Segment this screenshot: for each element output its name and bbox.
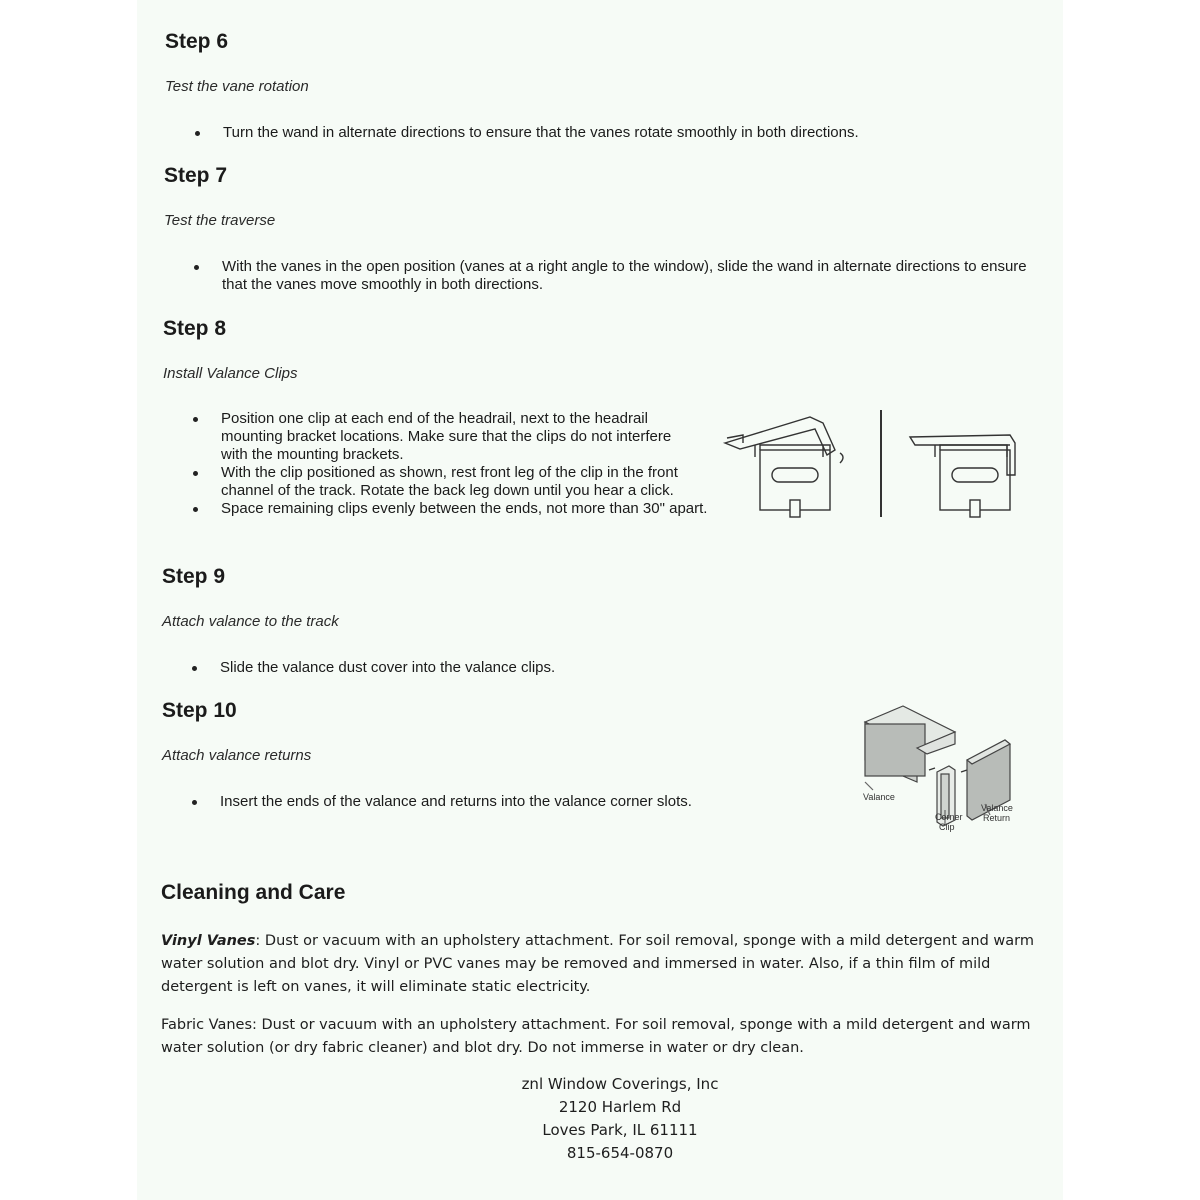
- company-address: [440, 1073, 800, 1165]
- diagram-label-corner: Corner: [935, 812, 963, 822]
- list-item: Slide the valance dust cover into the valance clips.: [162, 659, 862, 677]
- step-10-bullets: [162, 793, 842, 811]
- diagram-label-clip: Clip: [939, 822, 955, 832]
- company-name: znl Window Coverings, Inc: [521, 1075, 719, 1093]
- step-6-bullets: [165, 124, 1025, 142]
- street-address: 2120 Harlem Rd: [558, 1098, 682, 1116]
- list-item: Space remaining clips evenly between the ends, not more than 30" apart.: [163, 500, 693, 518]
- bullet-dot: [192, 800, 197, 805]
- diagram-label-valance-return-2: Return: [983, 813, 1011, 823]
- step-8-heading: Step 8: [163, 317, 227, 340]
- step-7-heading: Step 7: [164, 164, 228, 187]
- step-9-heading: Step 9: [162, 565, 226, 588]
- step-9-bullets: [162, 659, 862, 677]
- list-item: Insert the ends of the valance and returns into the valance corner slots.: [162, 793, 842, 811]
- vinyl-vanes-paragraph: Vinyl Vanes: Dust or vacuum with an upholstery attachment. For soil removal, sponge with a mild detergent and warm water solution and blot dry. Vinyl or PVC vanes may be removed and immersed in water. Also, if a thin film of mild detergent is left on vanes, it will eliminate static electricity.: [161, 933, 1034, 995]
- step-10-heading: Step 10: [162, 699, 237, 722]
- bullet-dot: [194, 265, 199, 270]
- fabric-vanes-paragraph: Fabric Vanes: Dust or vacuum with an upholstery attachment. For soil removal, sponge with a mild detergent and warm water solution (or dry fabric cleaner) and blot dry. Do not immerse in water or dry clean.: [161, 1017, 1031, 1056]
- list-item: With the vanes in the open position (vanes at a right angle to the window), slide the wand in alternate directions to ensure that the vanes move smoothly in both directions.: [164, 258, 1044, 294]
- diagram-label-valance-return-1: Valance: [981, 803, 1013, 813]
- diagram-label-valance: Valance: [863, 792, 895, 802]
- step-7-subtitle: Test the traverse: [164, 212, 276, 229]
- bullet-dot: [193, 507, 198, 512]
- bullet-dot: [193, 417, 198, 422]
- step-10-subtitle: Attach valance returns: [162, 747, 312, 764]
- list-item: Position one clip at each end of the headrail, next to the headrail mounting bracket locations. Make sure that the clips do not interfere with the mounting brackets.: [163, 410, 693, 464]
- bullet-dot: [195, 131, 200, 136]
- list-item: Turn the wand in alternate directions to ensure that the vanes rotate smoothly in both directions.: [165, 124, 1025, 142]
- city-state-zip: Loves Park, IL 61111: [542, 1121, 698, 1139]
- valance-clip-illustration: [715, 405, 1035, 525]
- cleaning-care-heading: Cleaning and Care: [161, 881, 346, 904]
- step-8-bullets: [163, 410, 708, 518]
- bullet-dot: [192, 666, 197, 671]
- phone-number: 815-654-0870: [566, 1144, 674, 1162]
- valance-return-illustration: [855, 700, 1030, 840]
- step-6-heading: Step 6: [165, 30, 229, 53]
- step-7-bullets: [164, 258, 1044, 294]
- vinyl-vanes-label: Vinyl Vanes: [161, 933, 256, 949]
- step-8-subtitle: Install Valance Clips: [163, 365, 298, 382]
- bullet-dot: [193, 471, 198, 476]
- step-9-subtitle: Attach valance to the track: [162, 613, 339, 630]
- step-6-subtitle: Test the vane rotation: [165, 78, 309, 95]
- list-item: With the clip positioned as shown, rest front leg of the clip in the front channel of the track. Rotate the back leg down until you hear a click.: [163, 464, 693, 500]
